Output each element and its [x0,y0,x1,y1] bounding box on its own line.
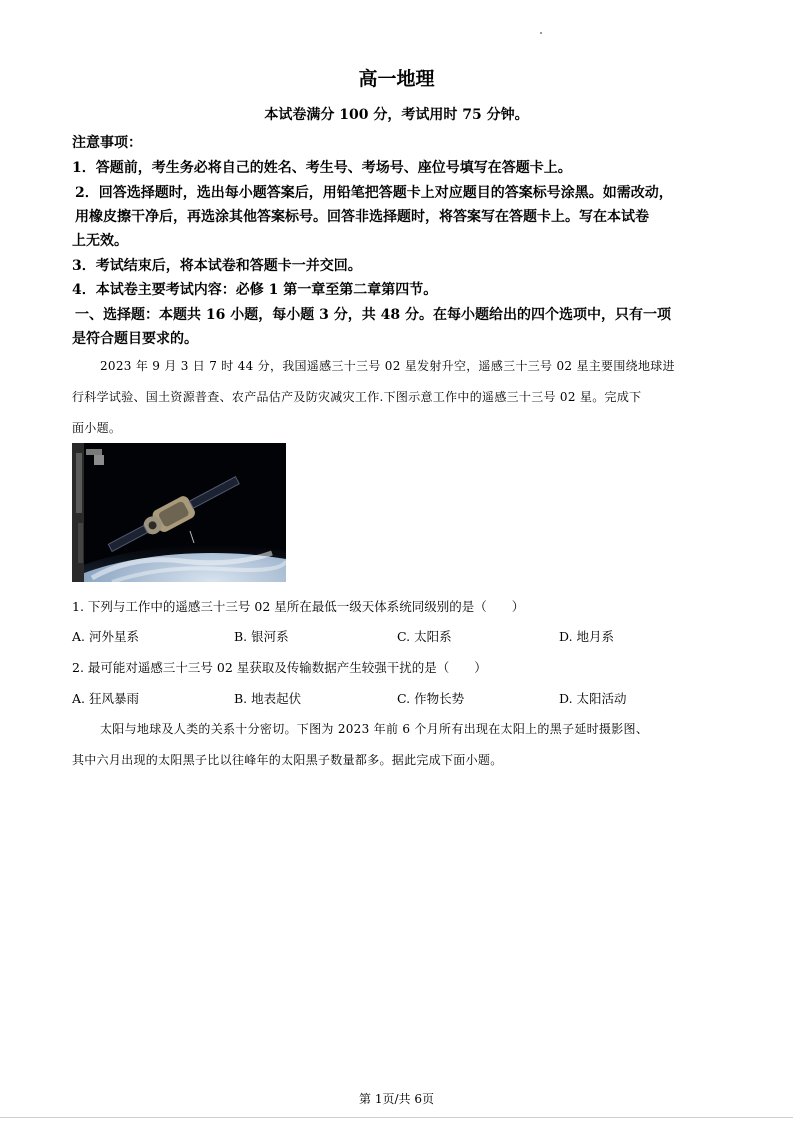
question-2-option-b: B. 地表起伏 [234,691,302,706]
question-1-option-c: C. 太阳系 [397,629,452,644]
question-1-stem: 1. 下列与工作中的遥感三十三号 02 星所在最低一级天体系统同级别的是（ ） [72,599,525,614]
question-2-option-c: C. 作物长势 [397,691,465,706]
exam-info: 本试卷满分 100 分，考试用时 75 分钟。 [264,107,529,123]
question-2-stem: 2. 最可能对遥感三十三号 02 星获取及传输数据产生较强干扰的是（ ） [72,660,487,675]
footer-divider [0,1117,793,1118]
page-title: 高一地理 [358,68,435,90]
scan-dot [540,32,542,34]
notice-item-2-line-2: 用橡皮擦干净后，再选涂其他答案标号。回答非选择题时，将答案写在答题卡上。写在本试卷 [75,209,649,225]
question-1-option-b: B. 银河系 [234,629,289,644]
notice-item-2-line-1: 2．回答选择题时，选出每小题答案后，用铅笔把答题卡上对应题目的答案标号涂黑。如需改动， [75,185,673,201]
satellite-photo [72,443,286,582]
notice-item-4: 4．本试卷主要考试内容：必修 1 第一章至第二章第四节。 [72,282,438,298]
passage-1-line-1: 2023 年 9 月 3 日 7 时 44 分，我国遥感三十三号 02 星发射升空，遥感三十三号 02 星主要围绕地球进 [100,359,675,373]
question-2-option-a: A. 狂风暴雨 [72,691,139,706]
notice-item-2-line-3: 上无效。 [72,233,128,249]
page-number: 第 1页/共 6页 [359,1092,434,1106]
passage-1-line-3: 面小题。 [72,421,122,435]
passage-2-line-1: 太阳与地球及人类的关系十分密切。下图为 2023 年前 6 个月所有出现在太阳上的黑子延时摄影图、 [100,722,649,736]
question-1-option-d: D. 地月系 [559,629,615,644]
section-heading-line-2: 是符合题目要求的。 [72,331,198,347]
satellite-in-orbit-image [72,443,286,582]
section-heading-line-1: 一、选择题：本题共 16 小题，每小题 3 分，共 48 分。在每小题给出的四个选项中，只有一项 [75,307,671,323]
notice-item-3: 3．考试结束后，将本试卷和答题卡一并交回。 [72,258,362,274]
notice-item-1: 1．答题前，考生务必将自己的姓名、考生号、考场号、座位号填写在答题卡上。 [72,160,572,176]
question-1-option-a: A. 河外星系 [72,629,139,644]
question-2-option-d: D. 太阳活动 [559,691,627,706]
passage-2-line-2: 其中六月出现的太阳黑子比以往峰年的太阳黑子数量都多。据此完成下面小题。 [72,753,503,767]
notice-heading: 注意事项： [72,135,142,151]
passage-1-line-2: 行科学试验、国土资源普查、农产品估产及防灾减灾工作.下图示意工作中的遥感三十三号 02 星。完成下 [72,390,642,404]
